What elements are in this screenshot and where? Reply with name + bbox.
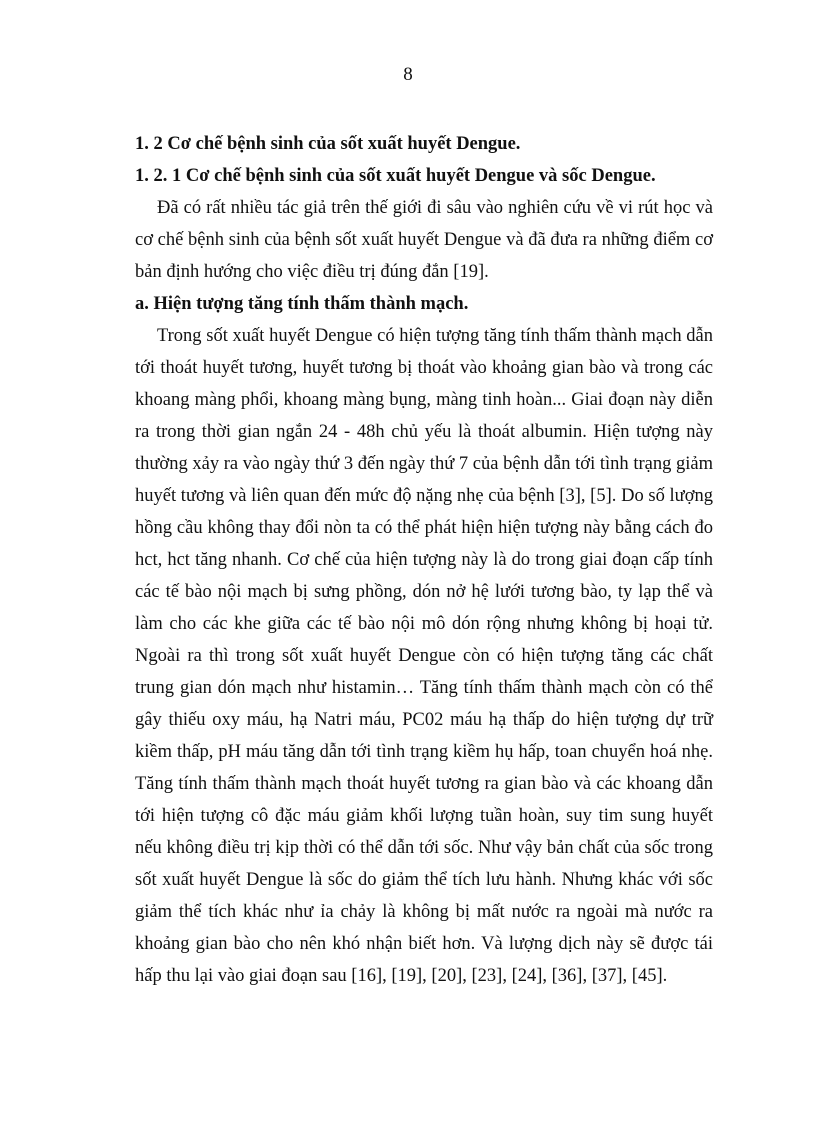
subheading-a: a. Hiện tượng tăng tính thấm thành mạch. bbox=[135, 294, 469, 314]
subsection-heading: 1. 2. 1 Cơ chế bệnh sinh của sốt xuất huyết Dengue và sốc Dengue. bbox=[135, 166, 656, 186]
body-paragraph: Trong sốt xuất huyết Dengue có hiện tượng tăng tính thấm thành mạch dẫn tới thoát huyết tương, huyết tương bị thoát vào khoảng gian bào và trong các khoang màng phổi, khoang màng bụng, màng tinh hoàn... Giai đoạn này diễn ra trong thời gian ngắn 24 - 48h chủ yếu là thoát albumin. Hiện tượng này thường xảy ra vào ngày thứ 3 đến ngày thứ 7 của bệnh dẫn tới tình trạng giảm huyết tương và liên quan đến mức độ nặng nhẹ của bệnh [3], [5]. Do số lượng hồng cầu không thay đổi nòn ta có thể phát hiện hiện tượng này bằng cách đo hct, hct tăng nhanh. Cơ chế của hiện tượng này là do trong giai đoạn cấp tính các tế bào nội mạch bị sưng phồng, dón nở hệ lưới tương bào, ty lạp thể và làm cho các khe giữa các tế bào nội mô dón rộng nhưng không bị hoại tử. Ngoài ra thì trong sốt xuất huyết Dengue còn có hiện tượng tăng các chất trung gian dón mạch như histamin… Tăng tính thấm thành mạch còn có thể gây thiếu oxy máu, hạ Natri máu, PC02 máu hạ thấp do hiện tượng dự trữ kiềm thấp, pH máu tăng dẫn tới tình trạng kiềm hụ hấp, toan chuyển hoá nhẹ. Tăng tính thấm thành mạch thoát huyết tương ra gian bào và các khoang dẫn tới hiện tượng cô đặc máu giảm khối lượng tuần hoàn, suy tim sung huyết nếu không điều trị kịp thời có thể dẫn tới sốc. Như vậy bản chất của sốc trong sốt xuất huyết Dengue là sốc do giảm thể tích lưu hành. Nhưng khác với sốc giảm thể tích khác như ỉa chảy là không bị mất nước ra ngoài mà nước ra khoảng gian bào cho nên khó nhận biết hơn. Và lượng dịch này sẽ được tái hấp thu lại vào giai đoạn sau [16], [19], [20], [23], [24], [36], [37], [45]. bbox=[135, 326, 713, 986]
intro-paragraph: Đã có rất nhiều tác giả trên thế giới đi sâu vào nghiên cứu về vi rút học và cơ chế bệnh sinh của bệnh sốt xuất huyết Dengue và đã đưa ra những điểm cơ bản định hướng cho việc điều trị đúng đắn [19]. bbox=[135, 198, 713, 282]
page-content bbox=[135, 128, 713, 992]
page-number: 8 bbox=[403, 64, 413, 85]
section-heading: 1. 2 Cơ chế bệnh sinh của sốt xuất huyết Dengue. bbox=[135, 134, 521, 154]
